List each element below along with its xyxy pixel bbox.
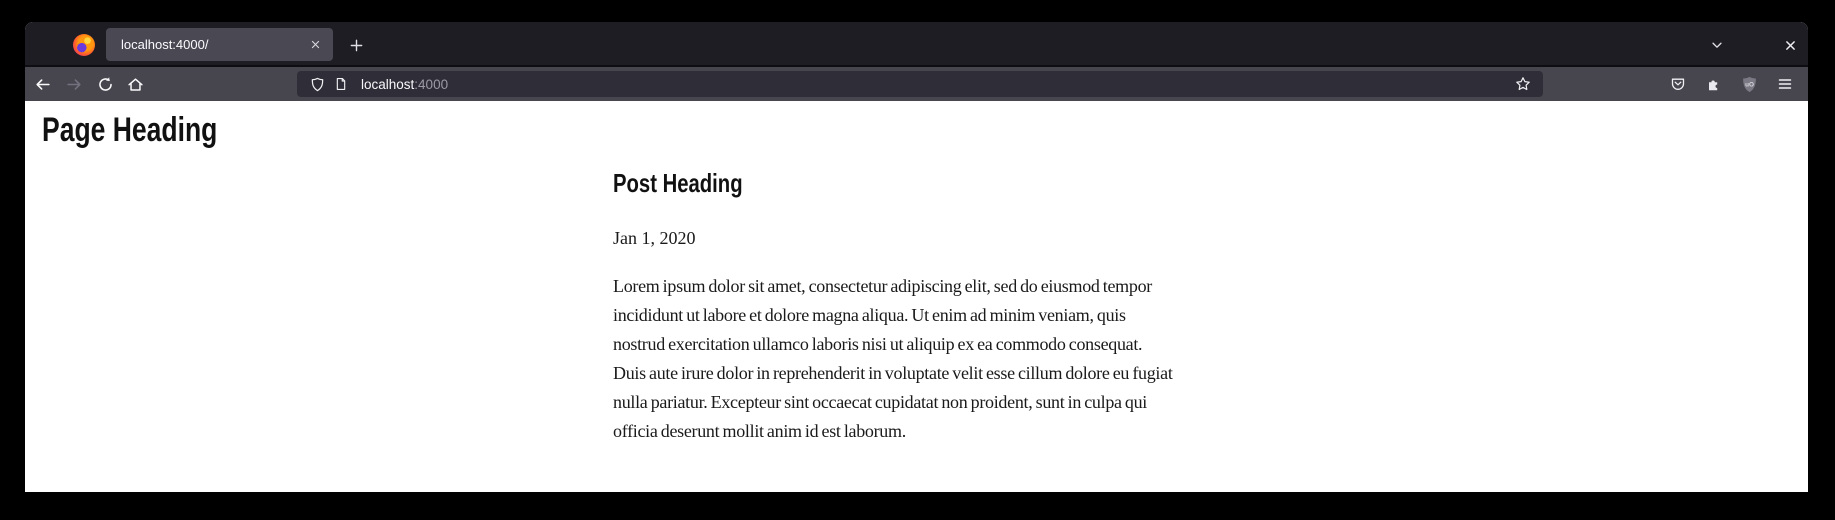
tab-bar <box>25 22 1808 67</box>
reload-button[interactable] <box>91 70 119 98</box>
post-body-line: Lorem ipsum dolor sit amet, consectetur adipiscing elit, sed do eiusmod tempor <box>613 276 1152 297</box>
svg-text:uO: uO <box>1744 80 1754 88</box>
app-menu-button[interactable] <box>1771 70 1799 98</box>
post-body-line: Duis aute irure dolor in reprehenderit in voluptate velit esse cillum dolore eu fugiat <box>613 363 1173 384</box>
home-button[interactable] <box>121 70 149 98</box>
url-text <box>361 77 448 92</box>
url-host: localhost <box>361 76 415 92</box>
bookmark-star-icon[interactable] <box>1511 72 1535 96</box>
page-info-icon[interactable] <box>329 72 353 96</box>
ublock-origin-button[interactable] <box>1735 70 1763 98</box>
page-title: Page Heading <box>42 111 218 149</box>
extensions-button[interactable] <box>1700 70 1728 98</box>
post-date: Jan 1, 2020 <box>613 228 696 249</box>
forward-button[interactable] <box>60 70 88 98</box>
post-body-line: incididunt ut labore et dolore magna aliqua. Ut enim ad minim veniam, quis <box>613 305 1126 326</box>
window-close-button[interactable] <box>1776 31 1804 59</box>
firefox-logo-icon <box>73 34 95 56</box>
post-body-line: nulla pariatur. Excepteur sint occaecat cupidatat non proident, sunt in culpa qui <box>613 392 1148 413</box>
tab-list-chevron-icon[interactable] <box>1703 31 1731 59</box>
post-body <box>613 272 1273 446</box>
tab-close-icon[interactable] <box>305 35 325 55</box>
post-title: Post Heading <box>613 168 743 199</box>
post-body-line: nostrud exercitation ullamco laboris nisi ut aliquip ex ea commodo consequat. <box>613 334 1143 355</box>
tracking-shield-icon[interactable] <box>305 72 329 96</box>
post-body-line: officia deserunt mollit anim id est laborum. <box>613 421 906 442</box>
page-content <box>25 101 1808 492</box>
tab-localhost[interactable] <box>106 28 333 61</box>
back-button[interactable] <box>28 70 56 98</box>
navigation-toolbar <box>25 67 1808 101</box>
tab-title: localhost:4000/ <box>121 37 209 52</box>
url-port: :4000 <box>414 76 449 92</box>
browser-window <box>25 22 1808 492</box>
pocket-button[interactable] <box>1664 70 1692 98</box>
post-article <box>613 150 1273 446</box>
new-tab-button[interactable] <box>341 30 371 60</box>
address-bar[interactable] <box>297 71 1543 97</box>
